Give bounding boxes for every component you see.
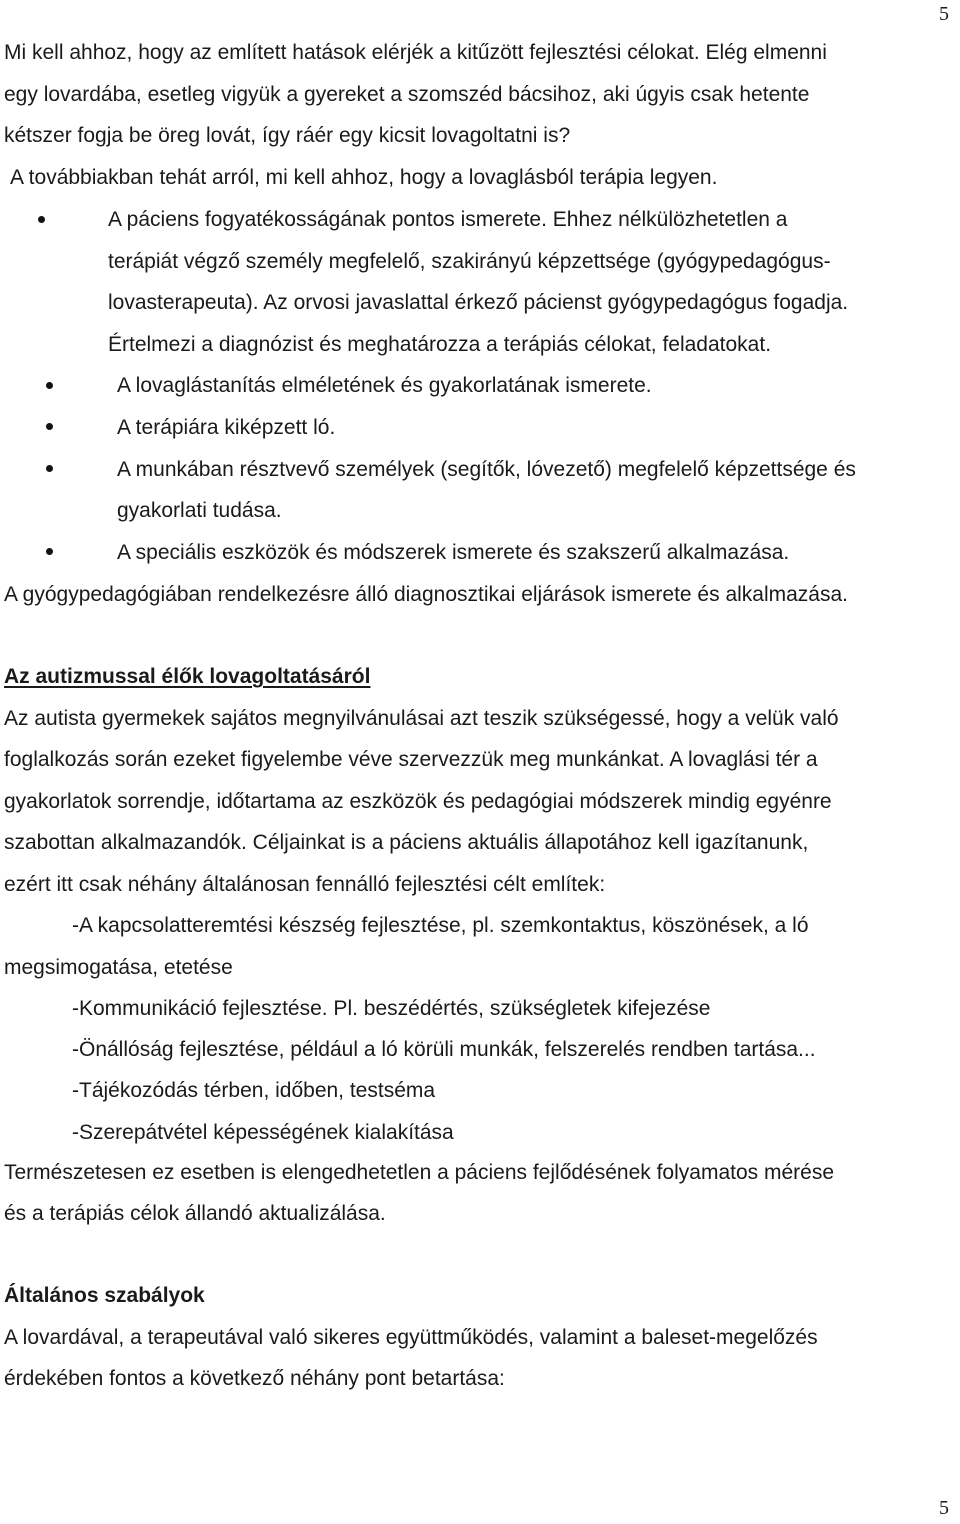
bullet-icon bbox=[46, 548, 53, 555]
goal-item: -Szerepátvétel képességének kialakítása bbox=[72, 1121, 454, 1144]
bullet-icon bbox=[46, 423, 53, 430]
bullet-icon bbox=[38, 216, 45, 223]
section-heading-autism: Az autizmussal élők lovagoltatásáról bbox=[4, 665, 371, 688]
paragraph-line: A lovardával, a terapeutával való sikeres együttműködés, valamint a baleset-megelőzés bbox=[4, 1326, 818, 1349]
paragraph-line: ezért itt csak néhány általánosan fennálló fejlesztési célt említek: bbox=[4, 873, 606, 896]
page-number-bottom: 5 bbox=[939, 1497, 949, 1519]
list-item-text: terápiát végző személy megfelelő, szakirányú képzettsége (gyógypedagógus- bbox=[108, 250, 831, 273]
list-item-text: A speciális eszközök és módszerek ismerete és szakszerű alkalmazása. bbox=[117, 541, 790, 564]
intro-line: A továbbiakban tehát arról, mi kell ahhoz, hogy a lovaglásból terápia legyen. bbox=[10, 166, 718, 189]
list-item-text: Értelmezi a diagnózist és meghatározza a terápiás célokat, feladatokat. bbox=[108, 333, 772, 356]
intro-line: kétszer fogja be öreg lovát, így ráér egy kicsit lovagoltatni is? bbox=[4, 124, 571, 147]
goal-item: -Tájékozódás térben, időben, testséma bbox=[72, 1079, 436, 1102]
list-item-text: A lovaglástanítás elméletének és gyakorlatának ismerete. bbox=[117, 374, 652, 397]
paragraph-line: foglalkozás során ezeket figyelembe véve szervezzük meg munkánkat. A lovaglási tér a bbox=[4, 748, 818, 771]
section-heading-rules: Általános szabályok bbox=[4, 1284, 205, 1307]
paragraph-line: Az autista gyermekek sajátos megnyilvánulásai azt teszik szükségessé, hogy a velük való bbox=[4, 707, 839, 730]
intro-line: Mi kell ahhoz, hogy az említett hatások elérjék a kitűzött fejlesztési célokat. Elég elmenni bbox=[4, 41, 827, 64]
goal-item: -Kommunikáció fejlesztése. Pl. beszédértés, szükségletek kifejezése bbox=[72, 997, 711, 1020]
goal-item-continuation: megsimogatása, etetése bbox=[4, 956, 233, 979]
list-item-text: lovasterapeuta). Az orvosi javaslattal érkező pácienst gyógypedagógus fogadja. bbox=[108, 291, 849, 314]
bullet-icon bbox=[46, 465, 53, 472]
paragraph-line: szabottan alkalmazandók. Céljainkat is a páciens aktuális állapotához kell igazítanunk, bbox=[4, 831, 809, 854]
list-item-text: A páciens fogyatékosságának pontos ismerete. Ehhez nélkülözhetetlen a bbox=[108, 208, 788, 231]
bullet-icon bbox=[46, 382, 53, 389]
intro-line: egy lovardába, esetleg vigyük a gyereket a szomszéd bácsihoz, aki úgyis csak hetente bbox=[4, 83, 810, 106]
page-number-top: 5 bbox=[939, 3, 949, 25]
goal-item: -Önállóság fejlesztése, például a ló körüli munkák, felszerelés rendben tartása... bbox=[72, 1038, 816, 1061]
list-item-text: A munkában résztvevő személyek (segítők, lóvezető) megfelelő képzettsége és bbox=[117, 458, 856, 481]
list-item-text: gyakorlati tudása. bbox=[117, 499, 282, 522]
requirements-closing: A gyógypedagógiában rendelkezésre álló diagnosztikai eljárások ismerete és alkalmazása. bbox=[4, 583, 848, 606]
paragraph-line: és a terápiás célok állandó aktualizálása. bbox=[4, 1202, 386, 1225]
paragraph-line: gyakorlatok sorrendje, időtartama az eszközök és pedagógiai módszerek mindig egyénre bbox=[4, 790, 832, 813]
goal-item: -A kapcsolatteremtési készség fejlesztése, pl. szemkontaktus, köszönések, a ló bbox=[72, 914, 809, 937]
paragraph-line: Természetesen ez esetben is elengedhetetlen a páciens fejlődésének folyamatos mérése bbox=[4, 1161, 835, 1184]
list-item-text: A terápiára kiképzett ló. bbox=[117, 416, 336, 439]
paragraph-line: érdekében fontos a következő néhány pont betartása: bbox=[4, 1367, 505, 1390]
